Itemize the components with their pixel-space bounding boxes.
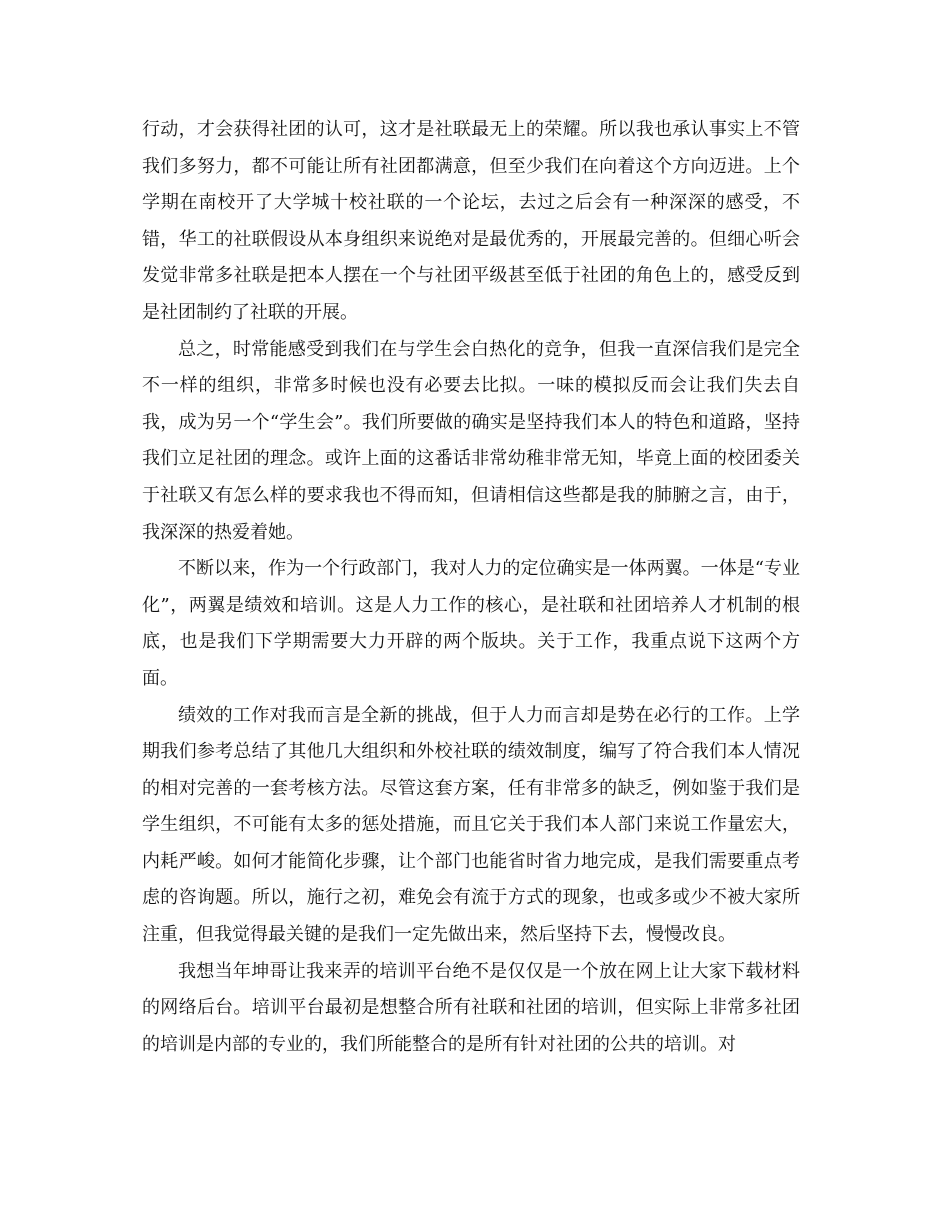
paragraph-2: 总之，时常能感受到我们在与学生会白热化的竞争，但我一直深信我们是完全不一样的组织，非常多时候也没有必要去比拟。一味的模拟反而会让我们失去自我，成为另一个“学生会”。我们所要做的确实是坚持我们本人的特色和道路，坚持我们立足社团的理念。或许上面的这番话非常幼稚非常无知，毕竟上面的校团委关于社联又有怎么样的要求我也不得而知，但请相信这些都是我的肺腑之言，由于，我深深的热爱着她。 (142, 338, 800, 543)
paragraph-5: 我想当年坤哥让我来弄的培训平台绝不是仅仅是一个放在网上让大家下载材料的网络后台。培训平台最初是想整合所有社联和社团的培训，但实际上非常多社团的培训是内部的专业的，我们所能整合的是所有针对社团的公共的培训。对 (142, 960, 800, 1055)
paragraph-1: 行动，才会获得社团的认可，这才是社联最无上的荣耀。所以我也承认事实上不管我们多努力，都不可能让所有社团都满意，但至少我们在向着这个方向迈进。上个学期在南校开了大学城十校社联的一个论坛，去过之后会有一种深深的感受，不错，华工的社联假设从本身组织来说绝对是最优秀的，开展最完善的。但细心听会发觉非常多社联是把本人摆在一个与社团平级甚至低于社团的角色上的，感受反到是社团制约了社联的开展。 (142, 119, 800, 323)
paragraph-3: 不断以来，作为一个行政部门，我对人力的定位确实是一体两翼。一体是“专业化”，两翼是绩效和培训。这是人力工作的核心，是社联和社团培养人才机制的根底，也是我们下学期需要大力开辟的两个版块。关于工作，我重点说下这两个方面。 (142, 558, 800, 689)
paragraph-4: 绩效的工作对我而言是全新的挑战，但于人力而言却是势在必行的工作。上学期我们参考总结了其他几大组织和外校社联的绩效制度，编写了符合我们本人情况的相对完善的一套考核方法。尽管这套方案，任有非常多的缺乏，例如鉴于我们是学生组织，不可能有太多的惩处措施，而且它关于我们本人部门来说工作量宏大，内耗严峻。如何才能简化步骤，让个部门也能省时省力地完成，是我们需要重点考虑的咨询题。所以，施行之初，难免会有流于方式的现象，也或多或少不被大家所注重，但我觉得最关键的是我们一定先做出来，然后坚持下去，慢慢改良。 (142, 704, 800, 946)
